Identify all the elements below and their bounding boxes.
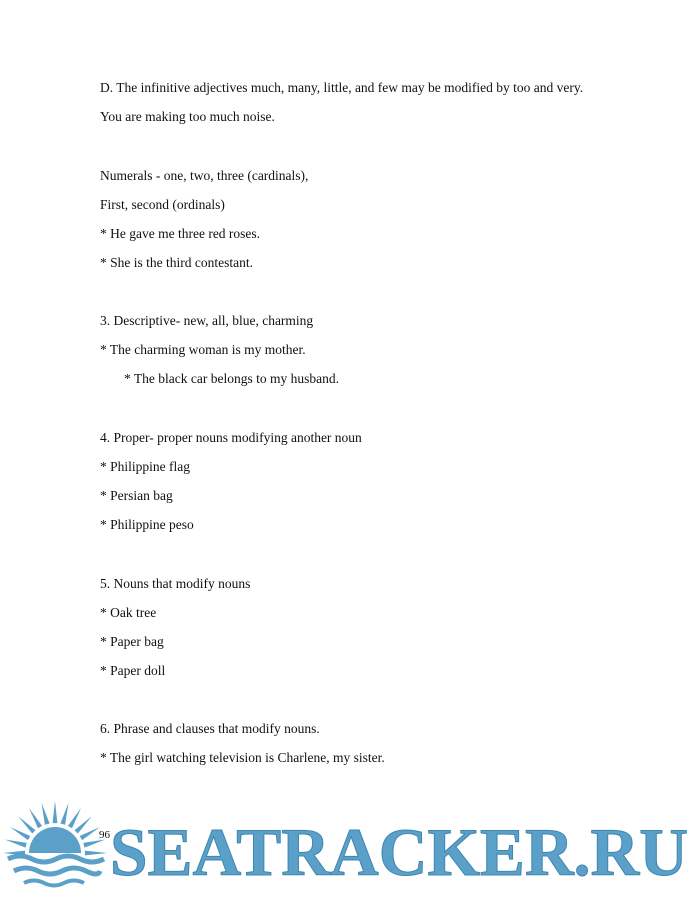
text-line: * She is the third contestant. xyxy=(100,255,253,270)
text-line: * Oak tree xyxy=(100,605,157,620)
text-line: You are making too much noise. xyxy=(100,109,275,124)
sun-ray xyxy=(85,851,107,856)
text-line: Numerals - one, two, three (cardinals), xyxy=(100,168,309,183)
watermark xyxy=(0,795,696,895)
sun-wave-icon xyxy=(3,801,107,886)
text-line: 4. Proper- proper nouns modifying another noun xyxy=(100,430,362,445)
text-line: * Philippine flag xyxy=(100,459,190,474)
sun-ray xyxy=(18,816,35,833)
text-line: * The girl watching television is Charlene, my sister. xyxy=(100,750,385,765)
text-line: * Paper doll xyxy=(100,663,166,678)
text-line: D. The infinitive adjectives much, many, little, and few may be modified by too and very. xyxy=(100,80,584,95)
sun-ray xyxy=(5,840,27,848)
text-line: * Philippine peso xyxy=(100,517,194,532)
text-line: * The charming woman is my mother. xyxy=(100,342,306,357)
text-line: 6. Phrase and clauses that modify nouns. xyxy=(100,721,320,736)
watermark-logo-text: SEATRACKER.RU xyxy=(110,814,688,890)
sun-ray xyxy=(42,803,50,825)
text-line: * The black car belongs to my husband. xyxy=(124,371,339,386)
text-line: * He gave me three red roses. xyxy=(100,226,261,241)
sun-ray xyxy=(53,801,58,823)
sun-ray xyxy=(60,803,68,825)
text-line: 5. Nouns that modify nouns xyxy=(100,576,251,591)
text-line: * Paper bag xyxy=(100,634,164,649)
text-line: * Persian bag xyxy=(100,488,173,503)
text-line: First, second (ordinals) xyxy=(100,197,225,212)
text-line: 3. Descriptive- new, all, blue, charming xyxy=(100,313,314,328)
sun-ray xyxy=(10,827,30,840)
page-number: 96 xyxy=(99,829,110,841)
sun-ray xyxy=(75,816,92,833)
sun-ray xyxy=(80,827,100,840)
sun-ray xyxy=(68,808,81,828)
sun-ray xyxy=(29,808,42,828)
